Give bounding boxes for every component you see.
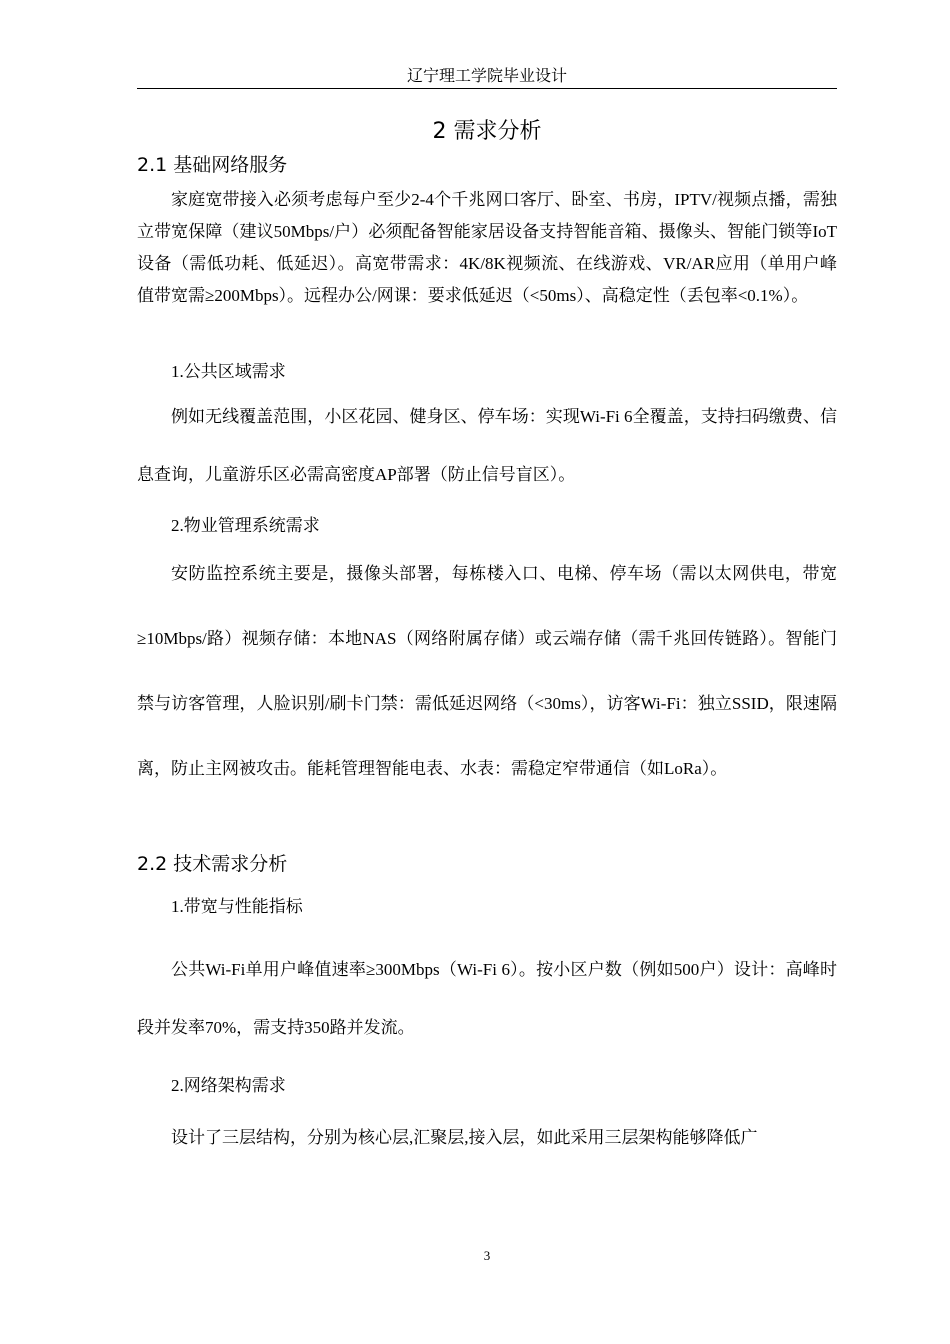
item-property-mgmt-text: 安防监控系统主要是，摄像头部署，每栋楼入口、电梯、停车场（需以太网供电，带宽≥10Mbps/路）视频存储：本地NAS（网络附属存储）或云端存储（需千兆回传链路）。智能门禁与访客管理，人脸识别/刷卡门禁：需低延迟网络（<30ms），访客Wi-Fi：独立SSID，限速隔离，防止主网被攻击。能耗管理智能电表、水表：需稳定窄带通信（如LoRa）。 — [137, 564, 837, 778]
item-bandwidth-title: 1.带宽与性能指标 — [171, 897, 303, 916]
section-heading-2-1: 2.1 基础网络服务 — [137, 154, 288, 176]
item-architecture-text: 设计了三层结构，分别为核心层,汇聚层,接入层，如此采用三层架构能够降低广 — [171, 1128, 758, 1147]
item-public-area-title: 1.公共区域需求 — [171, 362, 286, 381]
header-divider — [137, 88, 837, 89]
item-public-area-text: 例如无线覆盖范围，小区花园、健身区、停车场：实现Wi-Fi 6全覆盖，支持扫码缴费、信息查询，儿童游乐区必需高密度AP部署（防止信号盲区）。 — [137, 407, 837, 484]
item-architecture-title: 2.网络架构需求 — [171, 1076, 286, 1095]
item-property-mgmt-title: 2.物业管理系统需求 — [171, 516, 320, 535]
page-header: 辽宁理工学院毕业设计 — [406, 68, 567, 85]
item-bandwidth-text: 公共Wi-Fi单用户峰值速率≥300Mbps（Wi-Fi 6）。按小区户数（例如500户）设计：高峰时段并发率70%，需支持350路并发流。 — [137, 960, 837, 1037]
section-2-1-intro: 家庭宽带接入必须考虑每户至少2-4个千兆网口客厅、卧室、书房，IPTV/视频点播，需独立带宽保障（建议50Mbps/户）必须配备智能家居设备支持智能音箱、摄像头、智能门锁等IoT设备（需低功耗、低延迟）。高宽带需求：4K/8K视频流、在线游戏、VR/AR应用（单用户峰值带宽需≥200Mbps）。远程办公/网课：要求低延迟（<50ms）、高稳定性（丢包率<0.1%）。 — [137, 190, 837, 305]
section-heading-2-2: 2.2 技术需求分析 — [137, 853, 288, 875]
page-number: 3 — [483, 1248, 491, 1263]
chapter-title: 2 需求分析 — [432, 119, 542, 144]
